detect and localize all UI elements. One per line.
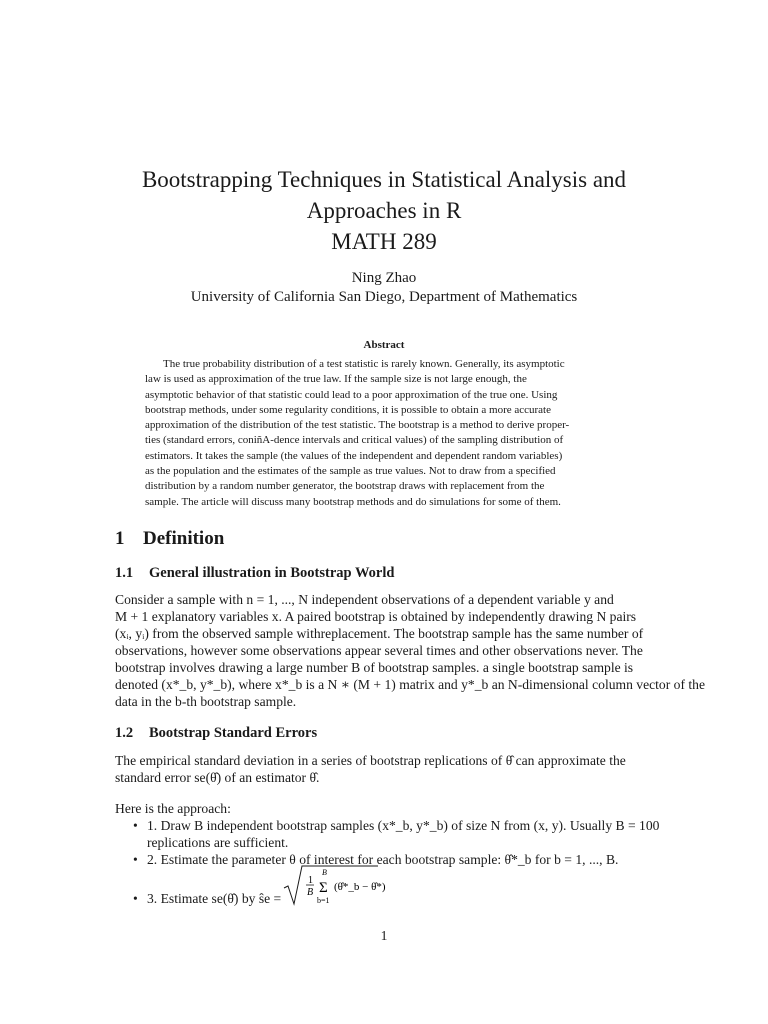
approach-step — [133, 890, 663, 907]
subsection-title: General illustration in Bootstrap World — [149, 565, 395, 581]
subsection-1-1-paragraph — [115, 591, 705, 710]
abstract-line: law is used as approximation of the true law. If the sample size is not large enough, the — [145, 373, 527, 386]
step-text: replications are sufficient. — [147, 835, 289, 850]
paper-title-line-2: Approaches in R — [306, 198, 462, 223]
abstract-line: The true probability distribution of a test statistic is rarely known. Generally, its asymptotic — [163, 358, 565, 370]
sum-lower-limit: b=1 — [317, 896, 330, 905]
paper-title-line-3: MATH 289 — [331, 229, 437, 254]
abstract-line: asymptotic behavior of that statistic could lead to a poor approximation of the true one. Using — [145, 388, 558, 401]
abstract-line: ties (standard errors, coniñA-dence intervals and critical values) of the sampling distribution of — [145, 434, 564, 447]
standard-error-formula — [282, 864, 386, 908]
abstract-line: sample. The article will discuss many bootstrap methods and do simulations for some of them. — [145, 495, 561, 508]
paragraph-line: observations, however some observations appear several times and other observations never. The — [115, 643, 643, 658]
approach-step — [133, 851, 663, 868]
step-text: • 2. Estimate the parameter θ of interest for each bootstrap sample: θ̂*_b for b = 1, ..., B. — [147, 852, 619, 867]
summand: (θ̂*_b − θ̂*) — [334, 881, 386, 893]
abstract-line: approximation of the distribution of the test statistic. The bootstrap is a method to derive proper- — [145, 419, 570, 432]
paragraph-line: Consider a sample with n = 1, ..., N independent observations of a dependent variable y and — [115, 592, 614, 607]
fraction-numerator: 1 — [308, 875, 313, 886]
section-title: Definition — [143, 528, 225, 549]
paragraph-line: denoted (x*_b, y*_b), where x*_b is a N ∗ (M + 1) matrix and y*_b an N-dimensional column vector of the — [115, 677, 705, 692]
page-number: 1 — [380, 928, 388, 943]
paragraph-line: The empirical standard deviation in a series of bootstrap replications of θ̂ can approximate the — [115, 753, 626, 768]
step-text: • 3. Estimate se(θ̂) by ŝe = — [147, 891, 282, 906]
step-text: • 1. Draw B independent bootstrap samples (x*_b, y*_b) of size N from (x, y). Usually B = 100 — [147, 818, 660, 833]
approach-intro: Here is the approach: — [115, 801, 231, 816]
abstract-line: bootstrap methods, under some regularity conditions, it is possible to obtain a more accurate — [145, 403, 551, 416]
abstract-line: estimators. It takes the sample (the values of the independent and dependent random variables) — [145, 449, 563, 462]
paragraph-line: data in the b-th bootstrap sample. — [115, 694, 297, 709]
paragraph-line: M + 1 explanatory variables x. A paired bootstrap is obtained by independently drawing N pairs — [115, 609, 637, 624]
author-name: Ning Zhao — [351, 270, 417, 286]
approach-steps-list — [133, 817, 663, 907]
abstract-line: as the population and the estimates of the sample as true values. Not to draw from a specified — [145, 465, 556, 478]
paragraph-line: standard error se(θ̂) of an estimator θ̂. — [115, 770, 320, 785]
subsection-1-2-heading — [115, 725, 317, 742]
abstract-line: distribution by a random number generator, the bootstrap draws with replacement from the — [145, 480, 545, 493]
paragraph-line: bootstrap involves drawing a large number B of bootstrap samples. a single bootstrap sample is — [115, 660, 634, 675]
subsection-number: 1.2 — [115, 725, 134, 741]
sum-sign: Σ — [319, 880, 328, 896]
paper-title-line-1: Bootstrapping Techniques in Statistical Analysis and — [141, 167, 627, 192]
abstract-heading: Abstract — [363, 339, 405, 351]
subsection-1-2-paragraph — [115, 752, 653, 786]
paragraph-line: (xᵢ, yᵢ) from the observed sample withreplacement. The bootstrap sample has the same number of — [115, 626, 644, 641]
approach-step — [133, 817, 663, 851]
subsection-1-1-heading — [115, 565, 394, 582]
sum-upper-limit: B — [322, 868, 327, 877]
fraction-denominator: B — [307, 887, 314, 898]
abstract-body — [145, 357, 623, 510]
author-affiliation: University of California San Diego, Department of Mathematics — [190, 289, 578, 305]
subsection-number: 1.1 — [115, 565, 134, 581]
section-number: 1 — [115, 528, 125, 549]
subsection-title: Bootstrap Standard Errors — [149, 725, 318, 741]
section-1-heading — [115, 528, 224, 550]
